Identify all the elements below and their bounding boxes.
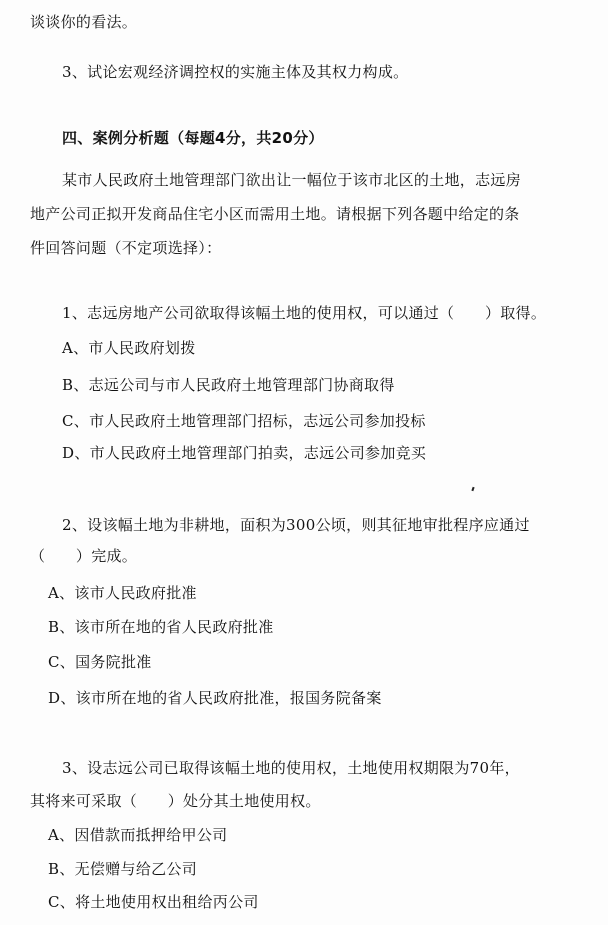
question-2-option-b: B、该市所在地的省人民政府批准	[48, 618, 274, 636]
question-1-option-a: A、市人民政府划拨	[62, 339, 196, 357]
case-intro-line: 某市人民政府土地管理部门欲出让一幅位于该市北区的土地，志远房	[62, 171, 522, 189]
question-3-stem-line: 其将来可采取（ ）处分其土地使用权。	[30, 792, 321, 810]
question-3-option-b: B、无偿赠与给乙公司	[48, 860, 198, 878]
question-3-option-c: C、将土地使用权出租给丙公司	[48, 893, 259, 911]
case-intro-line: 地产公司正拟开发商品住宅小区而需用土地。请根据下列各题中给定的条	[30, 205, 520, 223]
case-intro-line: 件回答问题（不定项选择）：	[30, 239, 222, 257]
question-1-stem: 1、志远房地产公司欲取得该幅土地的使用权，可以通过（ ）取得。	[62, 304, 547, 322]
question-1-option-b: B、志远公司与市人民政府土地管理部门协商取得	[62, 376, 395, 394]
question-2-stem-line: （ ）完成。	[30, 547, 138, 565]
question-2-option-c: C、国务院批准	[48, 653, 152, 671]
question-2-stem-line: 2、设该幅土地为非耕地，面积为300公顷，则其征地审批程序应通过	[62, 516, 530, 534]
question-1-option-d: D、市人民政府土地管理部门拍卖，志远公司参加竞买	[62, 444, 427, 462]
question-3-option-a: A、因借款而抵押给甲公司	[48, 826, 228, 844]
question-1-option-c: C、市人民政府土地管理部门招标，志远公司参加投标	[62, 412, 426, 430]
essay-question-3: 3、试论宏观经济调控权的实施主体及其权力构成。	[62, 63, 409, 81]
scan-speck	[471, 487, 474, 491]
question-2-option-d: D、该市所在地的省人民政府批准，报国务院备案	[48, 689, 382, 707]
section-heading: 四、案例分析题（每题4分，共20分）	[62, 129, 324, 147]
question-2-option-a: A、该市人民政府批准	[48, 584, 197, 602]
previous-question-tail: 谈谈你的看法。	[30, 13, 138, 31]
question-3-stem-line: 3、设志远公司已取得该幅土地的使用权，土地使用权期限为70年，	[62, 759, 520, 777]
